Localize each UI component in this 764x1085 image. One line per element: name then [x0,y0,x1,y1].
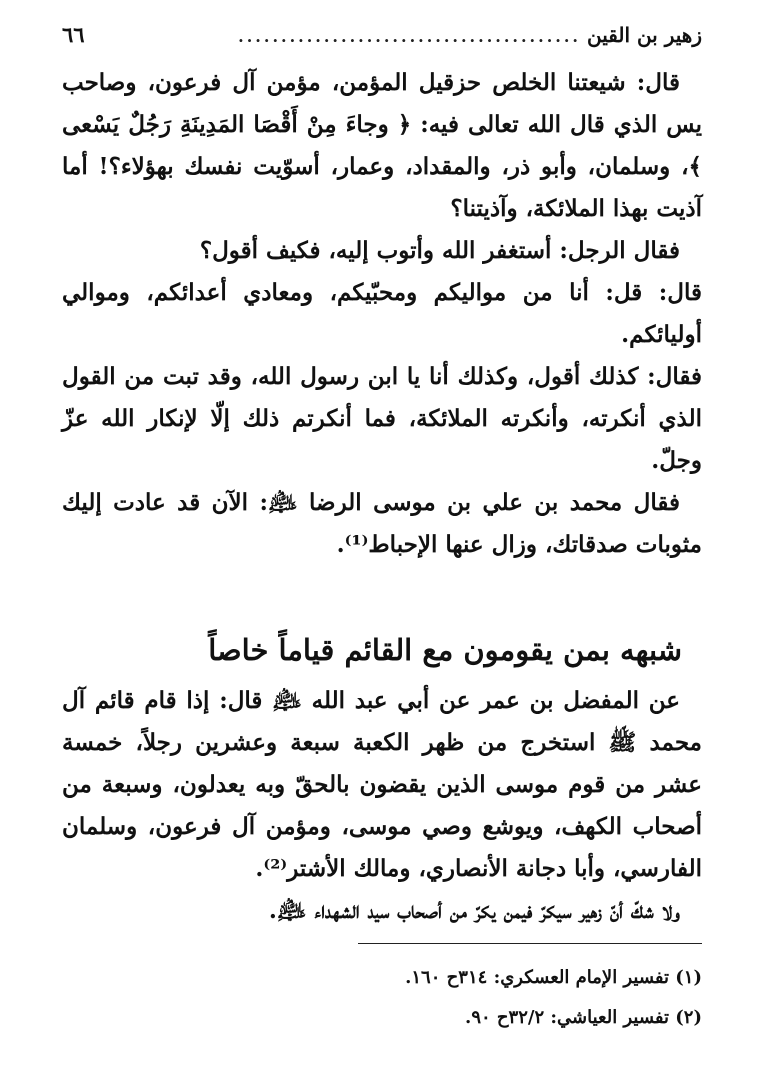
paragraph-3: قال: قل: أنا من مواليكم ومحبّيكم، ومعادي أعدائكم، وموالي أوليائكم. [62,279,702,348]
footnote-1: (١) تفسير الإمام العسكري: ٣١٤ح ١٦٠. [405,967,702,988]
section-paragraph-1: عن المفضل بن عمر عن أبي عبد الله ﵇ قال: إذا قام قائم آل محمد ﷺ استخرج من ظهر الكعبة سبعة وعشرين رجلاً، خمسة عشر من قوم موسى الذين يقضون بالحقّ وبه يعدلون، وسبعة من أصحاب الكهف، ويوشع وصي موسى، ومؤمن آل فرعون، وسلمان الفارسي، وأبا دجانة الأنصاري، ومالك الأشتر⁽²⁾. [62,687,702,882]
paragraph-2: فقال الرجل: أستغفر الله وأتوب إليه، فكيف أقول؟ [199,237,680,264]
page-header [62,22,702,62]
main-text [62,62,702,932]
footnote-2: (٢) تفسير العياشي: ٣٢/٢ح ٩٠. [465,1007,702,1028]
paragraph-1: قال: شيعتنا الخلص حزقيل المؤمن، مؤمن آل فرعون، وصاحب يس الذي قال الله تعالى فيه: ﴿ وجاءَ مِنْ أَقْصَا المَدِينَةِ رَجُلٌ يَسْعى ﴾، وسلمان، وأبو ذر، والمقداد، وعمار، أسوّيت نفسك بهؤلاء؟! أما آذيت بهذا الملائكة، وآذيتنا؟ [62,69,702,222]
section-title: شبهه بمن يقومون مع القائم قياماً خاصاً [208,633,682,667]
page-number: ٦٦ [62,22,85,47]
header-leader-dots: ........................................ [238,27,581,46]
paragraph-4: فقال: كذلك أقول، وكذلك أنا يا ابن رسول الله، وقد تبت من القول الذي أنكرته، وأنكرته الملائكة، فما أنكرتم ذلك إلّا لإنكار الله عزّ وجلّ. [62,363,703,474]
running-title: زهير بن القين [586,23,702,47]
paragraph-5: فقال محمد بن علي بن موسى الرضا ﵇: الآن قد عادت إليك مثوبات صدقاتك، وزال عنها الإحباط⁽¹⁾. [62,489,702,558]
section-paragraph-2: ولا شكّ أنّ زهير سيكرّ فيمن يكرّ من أصحاب سيد الشهداء ﵇. [268,897,680,924]
footnote-separator [358,943,702,944]
page [62,22,702,932]
footnotes [62,958,702,1038]
